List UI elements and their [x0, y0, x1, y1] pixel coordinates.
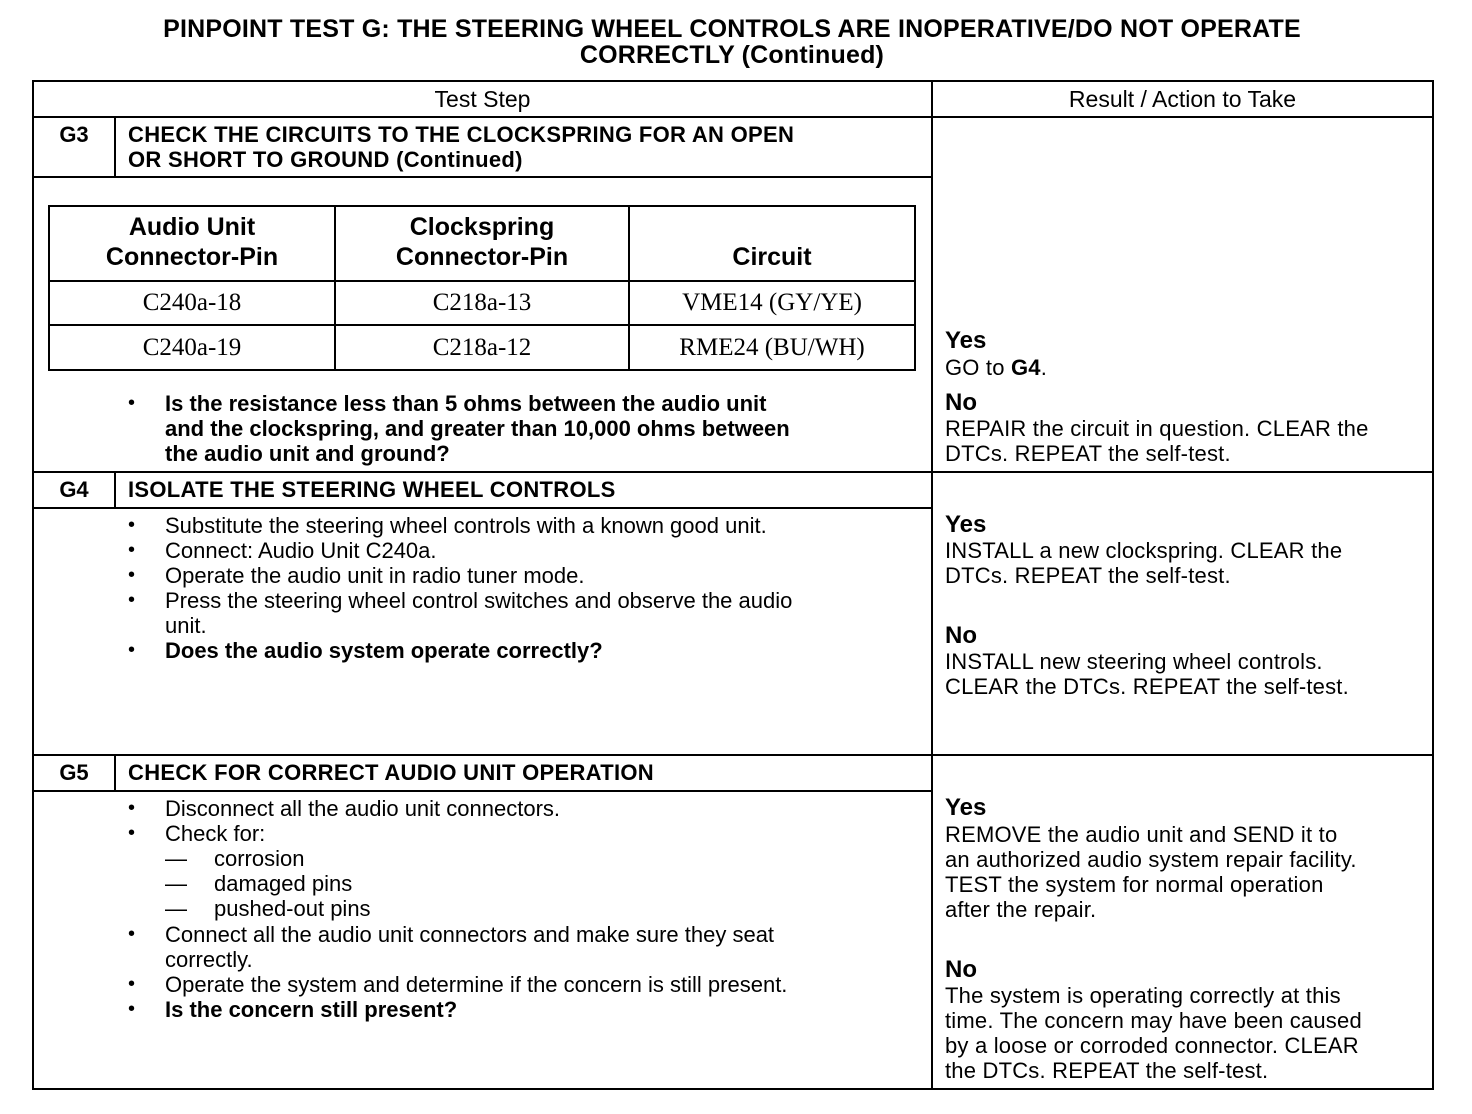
g5-yes-action-line-4: after the repair.: [945, 897, 1097, 922]
bullet-icon: •: [128, 822, 136, 844]
header-audio-unit-line-1: Audio Unit: [128, 213, 256, 241]
bullet-icon: •: [128, 639, 136, 661]
connector-table-header-divider: [48, 280, 916, 282]
connector-table-header-clockspring: [336, 212, 628, 272]
g3-no-action-line-2: DTCs. REPEAT the self-test.: [945, 441, 1231, 466]
g5-step-title: CHECK FOR CORRECT AUDIO UNIT OPERATION: [128, 760, 654, 785]
table-cell: C218a-12: [432, 334, 532, 361]
g4-line: Press the steering wheel control switches and observe the audio: [165, 588, 793, 613]
g3-id-divider: [114, 116, 116, 178]
g5-line: correctly.: [165, 947, 253, 972]
title-line-1: PINPOINT TEST G: THE STEERING WHEEL CONTROLS ARE INOPERATIVE/DO NOT OPERATE: [163, 15, 1301, 43]
g4-line: Connect: Audio Unit C240a.: [165, 538, 437, 563]
bullet-icon: •: [128, 589, 136, 611]
g3-g4-divider: [32, 471, 1434, 473]
connector-table-header-circuit: Circuit: [732, 243, 812, 271]
g3-yes-target: G4: [1011, 355, 1041, 380]
g5-title-divider: [32, 790, 933, 792]
g5-line: Check for:: [165, 821, 266, 846]
table-cell: C240a-19: [142, 334, 242, 361]
g4-no-action-line-2: CLEAR the DTCs. REPEAT the self-test.: [945, 674, 1349, 699]
dash-icon: —: [165, 871, 187, 896]
page-title: [0, 16, 1464, 68]
g5-no-action-line-3: by a loose or corroded connector. CLEAR: [945, 1033, 1359, 1058]
g5-line: Disconnect all the audio unit connectors.: [165, 796, 561, 821]
table-cell: RME24 (BU/WH): [679, 334, 865, 361]
g5-no-label: No: [945, 956, 977, 983]
column-divider: [931, 80, 933, 1090]
g4-line: Operate the audio unit in radio tuner mode.: [165, 563, 585, 588]
bullet-icon: •: [128, 392, 136, 414]
g5-yes-action-line-3: TEST the system for normal operation: [945, 872, 1324, 897]
table-cell: C218a-13: [432, 289, 532, 316]
g5-no-action-line-1: The system is operating correctly at this: [945, 983, 1341, 1008]
bullet-icon: •: [128, 998, 136, 1020]
g3-no-label: No: [945, 389, 977, 416]
g5-step-id: G5: [59, 760, 89, 785]
g5-subline: damaged pins: [214, 871, 353, 896]
g5-line: Connect all the audio unit connectors and make sure they seat: [165, 922, 775, 947]
g4-line: Substitute the steering wheel controls with a known good unit.: [165, 513, 767, 538]
g3-no-action-line-1: REPAIR the circuit in question. CLEAR the: [945, 416, 1369, 441]
title-line-2: CORRECTLY (Continued): [579, 41, 885, 69]
header-divider: [32, 116, 1434, 118]
g5-yes-action-line-2: an authorized audio system repair facility.: [945, 847, 1357, 872]
connector-table-header-audio-unit: [50, 212, 334, 272]
g5-yes-action-line-1: REMOVE the audio unit and SEND it to: [945, 822, 1338, 847]
bullet-icon: •: [128, 539, 136, 561]
g3-question-line-3: the audio unit and ground?: [165, 441, 450, 466]
bullet-icon: •: [128, 514, 136, 536]
g3-step-id: G3: [59, 122, 89, 147]
g5-question: Is the concern still present?: [165, 997, 458, 1022]
g3-yes-action: [945, 355, 1047, 380]
g5-subline: pushed-out pins: [214, 896, 371, 921]
g4-g5-divider: [32, 754, 1434, 756]
header-clockspring-line-2: Connector-Pin: [395, 243, 569, 271]
g3-title-divider: [32, 176, 933, 178]
g3-title-line-1: CHECK THE CIRCUITS TO THE CLOCKSPRING FOR AN OPEN: [128, 122, 795, 147]
header-audio-unit-line-2: Connector-Pin: [105, 243, 279, 271]
g3-question-line-2: and the clockspring, and greater than 10,000 ohms between: [165, 416, 790, 441]
header-result-action: Result / Action to Take: [1068, 86, 1297, 112]
bullet-icon: •: [128, 797, 136, 819]
table-cell: C240a-18: [142, 289, 242, 316]
header-test-step: Test Step: [434, 86, 531, 112]
g4-yes-action-line-1: INSTALL a new clockspring. CLEAR the: [945, 538, 1343, 563]
header-clockspring-line-1: Clockspring: [409, 213, 555, 241]
g5-line: Operate the system and determine if the concern is still present.: [165, 972, 788, 997]
g4-step-id: G4: [59, 477, 89, 502]
g5-subline: corrosion: [214, 846, 305, 871]
g4-yes-action-line-2: DTCs. REPEAT the self-test.: [945, 563, 1231, 588]
g5-no-action-line-2: time. The concern may have been caused: [945, 1008, 1362, 1033]
table-cell: VME14 (GY/YE): [682, 289, 862, 316]
g4-question: Does the audio system operate correctly?: [165, 638, 603, 663]
g4-step-title: ISOLATE THE STEERING WHEEL CONTROLS: [128, 477, 616, 502]
connector-table-row-divider: [48, 324, 916, 326]
g3-title-line-2: OR SHORT TO GROUND (Continued): [128, 147, 523, 172]
g5-id-divider: [114, 754, 116, 791]
bullet-icon: •: [128, 564, 136, 586]
g4-no-label: No: [945, 622, 977, 649]
g4-no-action-line-1: INSTALL new steering wheel controls.: [945, 649, 1323, 674]
g5-yes-label: Yes: [945, 794, 987, 821]
g4-title-divider: [32, 507, 933, 509]
g3-step-title: [128, 122, 794, 172]
dash-icon: —: [165, 846, 187, 871]
g5-no-action-line-4: the DTCs. REPEAT the self-test.: [945, 1058, 1269, 1083]
bullet-icon: •: [128, 923, 136, 945]
g3-yes-label: Yes: [945, 327, 987, 354]
g3-yes-prefix: GO to: [945, 355, 1011, 380]
g4-yes-label: Yes: [945, 511, 987, 538]
bullet-icon: •: [128, 973, 136, 995]
dash-icon: —: [165, 896, 187, 921]
g4-id-divider: [114, 471, 116, 508]
g3-yes-suffix: .: [1040, 355, 1048, 380]
g3-question-line-1: Is the resistance less than 5 ohms between the audio unit: [165, 391, 767, 416]
g4-line: unit.: [165, 613, 207, 638]
